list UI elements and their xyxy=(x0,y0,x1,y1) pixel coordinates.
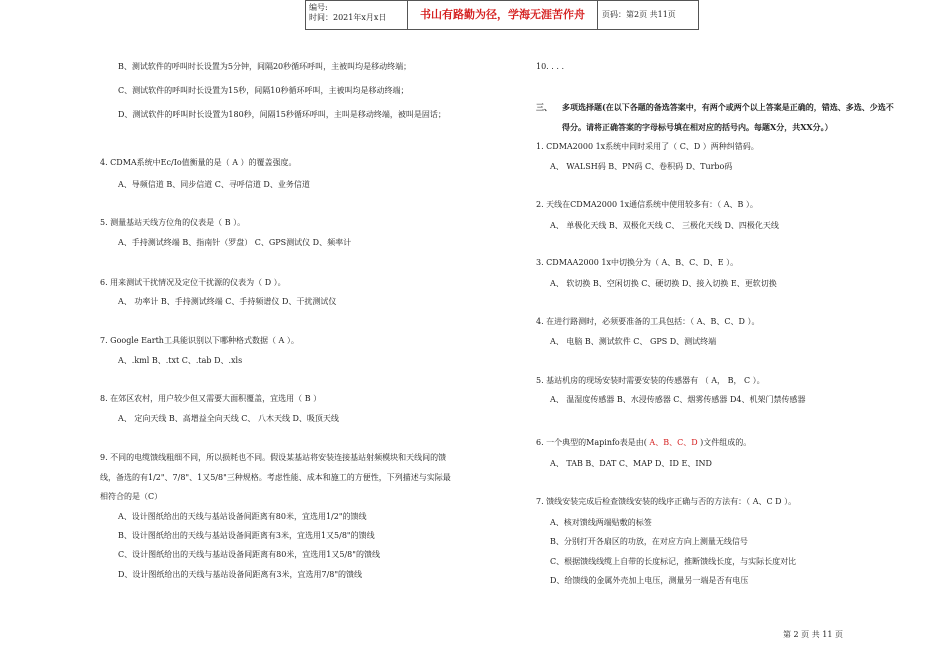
q3-option-b: B、测试软件的呼叫时长设置为5分钟，间隔20秒循环呼叫，主被叫均是移动终端； xyxy=(118,62,412,71)
header-meta xyxy=(306,1,408,29)
question-5: 5. 测量基站天线方位角的仪表是（ B ）。 xyxy=(100,218,246,227)
q3-option-c: C、测试软件的呼叫时长设置为15秒，间隔10秒循环呼叫，主被叫均是移动终端； xyxy=(118,86,409,95)
multi-question-5-options: A、 温湿度传感器 B、水浸传感器 C、烟雾传感器 D4、机架门禁传感器 xyxy=(550,395,806,404)
question-9-line-3: 相符合的是（C） xyxy=(100,492,163,501)
question-4: 4. CDMA系统中Ec/Io值衡量的是（ A ）的覆盖强度。 xyxy=(100,158,297,167)
multi-question-1-options: A、 WALSH码 B、PN码 C、卷积码 D、Turbo码 xyxy=(550,162,733,171)
multi-question-3: 3. CDMAA2000 1x中切换分为（ A、B、C、D、E ）。 xyxy=(536,258,739,267)
question-7-options: A、.kml B、.txt C、.tab D、.xls xyxy=(118,356,243,365)
multi-question-6-options: A、 TAB B、DAT C、MAP D、ID E、IND xyxy=(550,459,712,468)
q3-option-d: D、测试软件的呼叫时长设置为180秒，间隔15秒循环呼叫，主叫是移动终端，被叫是固话； xyxy=(118,110,446,119)
section-title: 多项选择题(在以下各题的备选答案中，有两个或两个以上答案是正确的，错选、多选、少选不 xyxy=(562,102,894,112)
question-10: 10. . . . xyxy=(536,62,564,71)
multi-question-7-option-c: C、根据馈线线缆上自带的长度标记，推断馈线长度，与实际长度对比 xyxy=(550,557,797,566)
question-9-option-b: B、设计图纸给出的天线与基站设备间距离有3米，宜选用1又5/8"的馈线 xyxy=(118,531,375,540)
header-number: 编号: xyxy=(309,3,328,12)
multi-question-2: 2. 天线在CDMA2000 1x通信系统中使用较多有：（ A、B ）。 xyxy=(536,200,758,209)
question-6-options: A、 功率计 B、手持测试终端 C、手持频谱仪 D、干扰测试仪 xyxy=(118,297,337,306)
section-number: 三、 xyxy=(536,102,552,112)
multi-question-6 xyxy=(536,438,751,448)
question-9-option-d: D、设计图纸给出的天线与基站设备间距离有3米，宜选用7/8"的馈线 xyxy=(118,570,363,579)
multi-question-6-answer: A、B、C、D xyxy=(646,438,701,447)
question-4-options: A、导频信道 B、同步信道 C、寻呼信道 D、业务信道 xyxy=(118,180,310,189)
multi-question-7: 7. 馈线安装完成后检查馈线安装的线序正确与否的方法有：（ A、C D ）。 xyxy=(536,497,797,506)
question-7: 7. Google Earth工具能识别以下哪种格式数据（ A ）。 xyxy=(100,336,299,345)
multi-question-7-option-b: B、分别打开各扇区的功放，在对应方向上测量无线信号 xyxy=(550,537,748,546)
multi-question-5: 5. 基站机房的现场安装时需要安装的传感器有 （ A， B， C ）。 xyxy=(536,376,765,385)
multi-question-3-options: A、 软切换 B、空闲切换 C、硬切换 D、接入切换 E、更软切换 xyxy=(550,279,777,288)
multi-question-2-options: A、 单极化天线 B、双极化天线 C、 三极化天线 D、四极化天线 xyxy=(550,221,779,230)
multi-question-4-options: A、 电脑 B、测试软件 C、 GPS D、测试终端 xyxy=(550,337,717,346)
page-header xyxy=(305,0,699,30)
question-9-option-a: A、设计图纸给出的天线与基站设备间距离有80米，宜选用1/2"的馈线 xyxy=(118,512,367,521)
multi-question-7-option-a: A、核对馈线两端贴敷的标签 xyxy=(550,518,652,527)
header-time: 时间：2021年x月x日 xyxy=(309,13,387,22)
section-title-cont: 得分。请将正确答案的字母标号填在相对应的括号内。每题X分，共XX分。） xyxy=(562,122,833,132)
question-6: 6. 用来测试干扰情况及定位干扰源的仪表为（ D ）。 xyxy=(100,278,286,287)
question-9-line-2: 线，备选的有1/2"、7/8"、1又5/8"三种规格。考虑性能、成本和施工的方便性，下列描述与实际最 xyxy=(100,473,451,482)
question-8: 8. 在郊区农村，用户较少但又需要大面积覆盖，宜选用（ B ） xyxy=(100,394,322,403)
header-page: 页码：第2页 共11页 xyxy=(602,10,676,19)
question-9-option-c: C、设计图纸给出的天线与基站设备间距离有80米，宜选用1又5/8"的馈线 xyxy=(118,550,380,559)
question-8-options: A、 定向天线 B、高增益全向天线 C、 八木天线 D、吸顶天线 xyxy=(118,414,339,423)
multi-question-6-prefix: 6. 一个典型的Mapinfo表是由( xyxy=(536,438,647,447)
header-motto: 书山有路勤为径，学海无涯苦作舟 xyxy=(408,1,598,29)
multi-question-1: 1. CDMA2000 1x系统中同时采用了（ C、D ）两种纠错码。 xyxy=(536,142,759,151)
question-5-options: A、手持测试终端 B、指南针（罗盘） C、GPS测试仪 D、频率计 xyxy=(118,238,352,247)
multi-question-4: 4. 在进行路测时，必须要准备的工具包括：（ A、B、C、D ）。 xyxy=(536,317,760,326)
multi-question-6-suffix: )文件组成的。 xyxy=(700,438,752,447)
multi-question-7-option-d: D、给馈线的金属外壳加上电压，测量另一端是否有电压 xyxy=(550,576,749,585)
page-footer: 第 2 页 共 11 页 xyxy=(783,630,843,639)
question-9-line-1: 9. 不同的电缆馈线粗细不同，所以损耗也不同。假设某基站将安装连接基站射频模块和天线间的馈 xyxy=(100,453,447,462)
